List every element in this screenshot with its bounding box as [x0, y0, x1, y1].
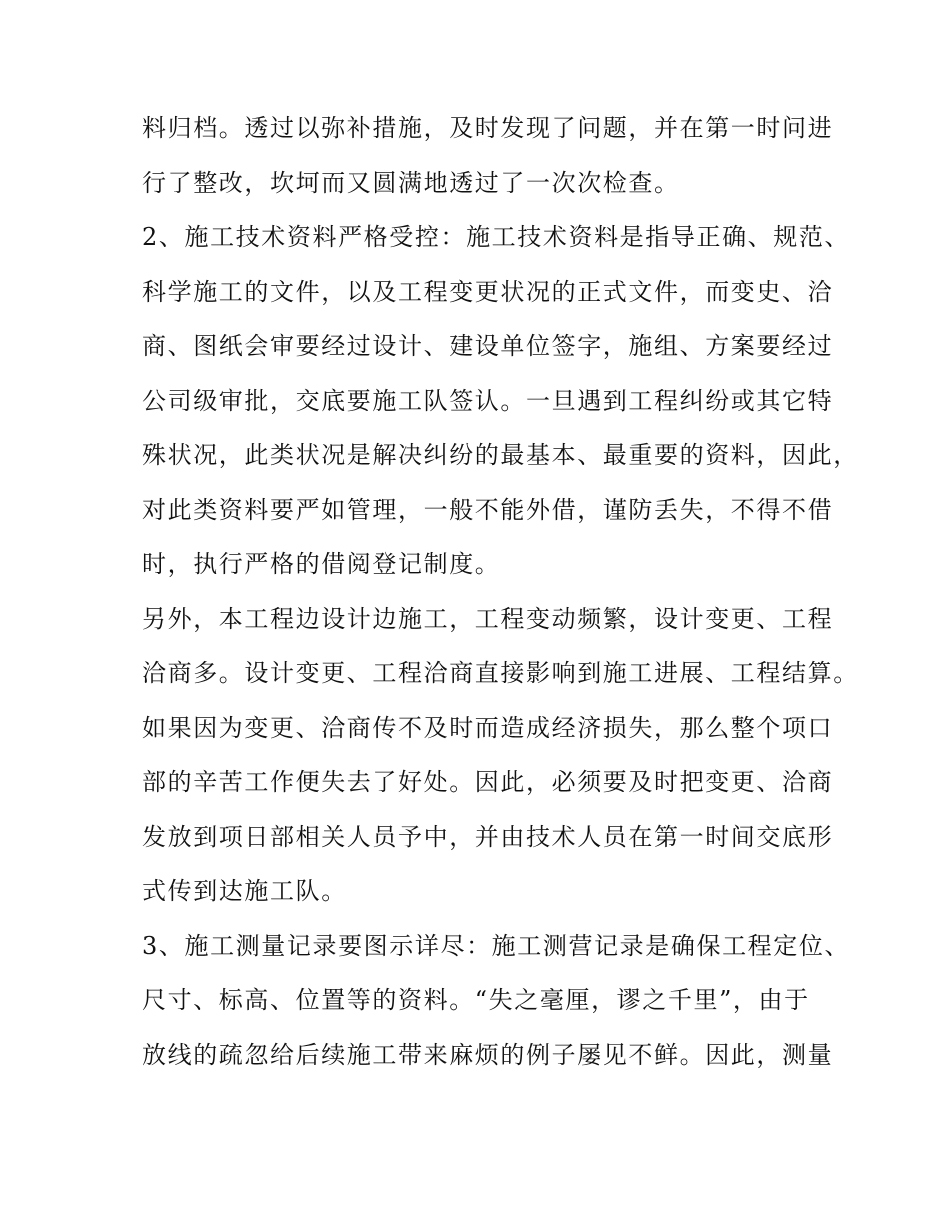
text-line: 公司级审批，交底要施工队签认。一旦遇到工程纠纷或其它特: [142, 387, 834, 415]
text-line: 另外，本工程边设计边施工，工程变动频繁，设计变更、工程: [142, 605, 834, 633]
text-line: 如果因为变更、洽商传不及时而造成经济损失，那么整个项口: [142, 714, 834, 742]
text-line: 对此类资料要严如管理，一般不能外借，谨防丢失，不得不借: [142, 496, 834, 524]
text-line: 殊状况，此类状况是解决纠纷的最基本、最重要的资料，因此，: [142, 441, 859, 469]
text-line: 洽商多。设计变更、工程洽商直接影响到施工进展、工程结算。: [142, 659, 859, 687]
text-line: 部的辛苦工作便失去了好处。因此，必须要及时把变更、洽商: [142, 768, 834, 796]
text-line: 商、图纸会审要经过设计、建设单位签字，施组、方案要经过: [142, 332, 834, 360]
text-line: 料归档。透过以弥补措施，及时发现了问题，并在第一时问进: [142, 114, 834, 142]
text-line: 时，执行严格的借阅登记制度。: [142, 550, 501, 578]
text-line: 3、施工测量记录要图示详尽：施工测营记录是确保工程定位、: [142, 932, 851, 960]
text-line: 2、施工技术资料严格受控：施工技术资料是指导正确、规范、: [142, 223, 851, 251]
text-line: 发放到项日部相关人员予中，并由技术人员在第一时间交底形: [142, 823, 834, 851]
text-line: 科学施工的文件，以及工程变更状况的正式文件，而变史、洽: [142, 278, 834, 306]
text-line: 尺寸、标高、位置等的资料。“失之毫厘，谬之千里”，由于: [142, 986, 810, 1014]
text-line: 行了整改，坎坷而又圆满地透过了一次次检查。: [142, 169, 680, 197]
text-line: 式传到达施工队。: [142, 877, 347, 905]
text-line: 放线的疏忽给后续施工带来麻烦的例子屡见不鲜。因此，测量: [142, 1041, 834, 1069]
